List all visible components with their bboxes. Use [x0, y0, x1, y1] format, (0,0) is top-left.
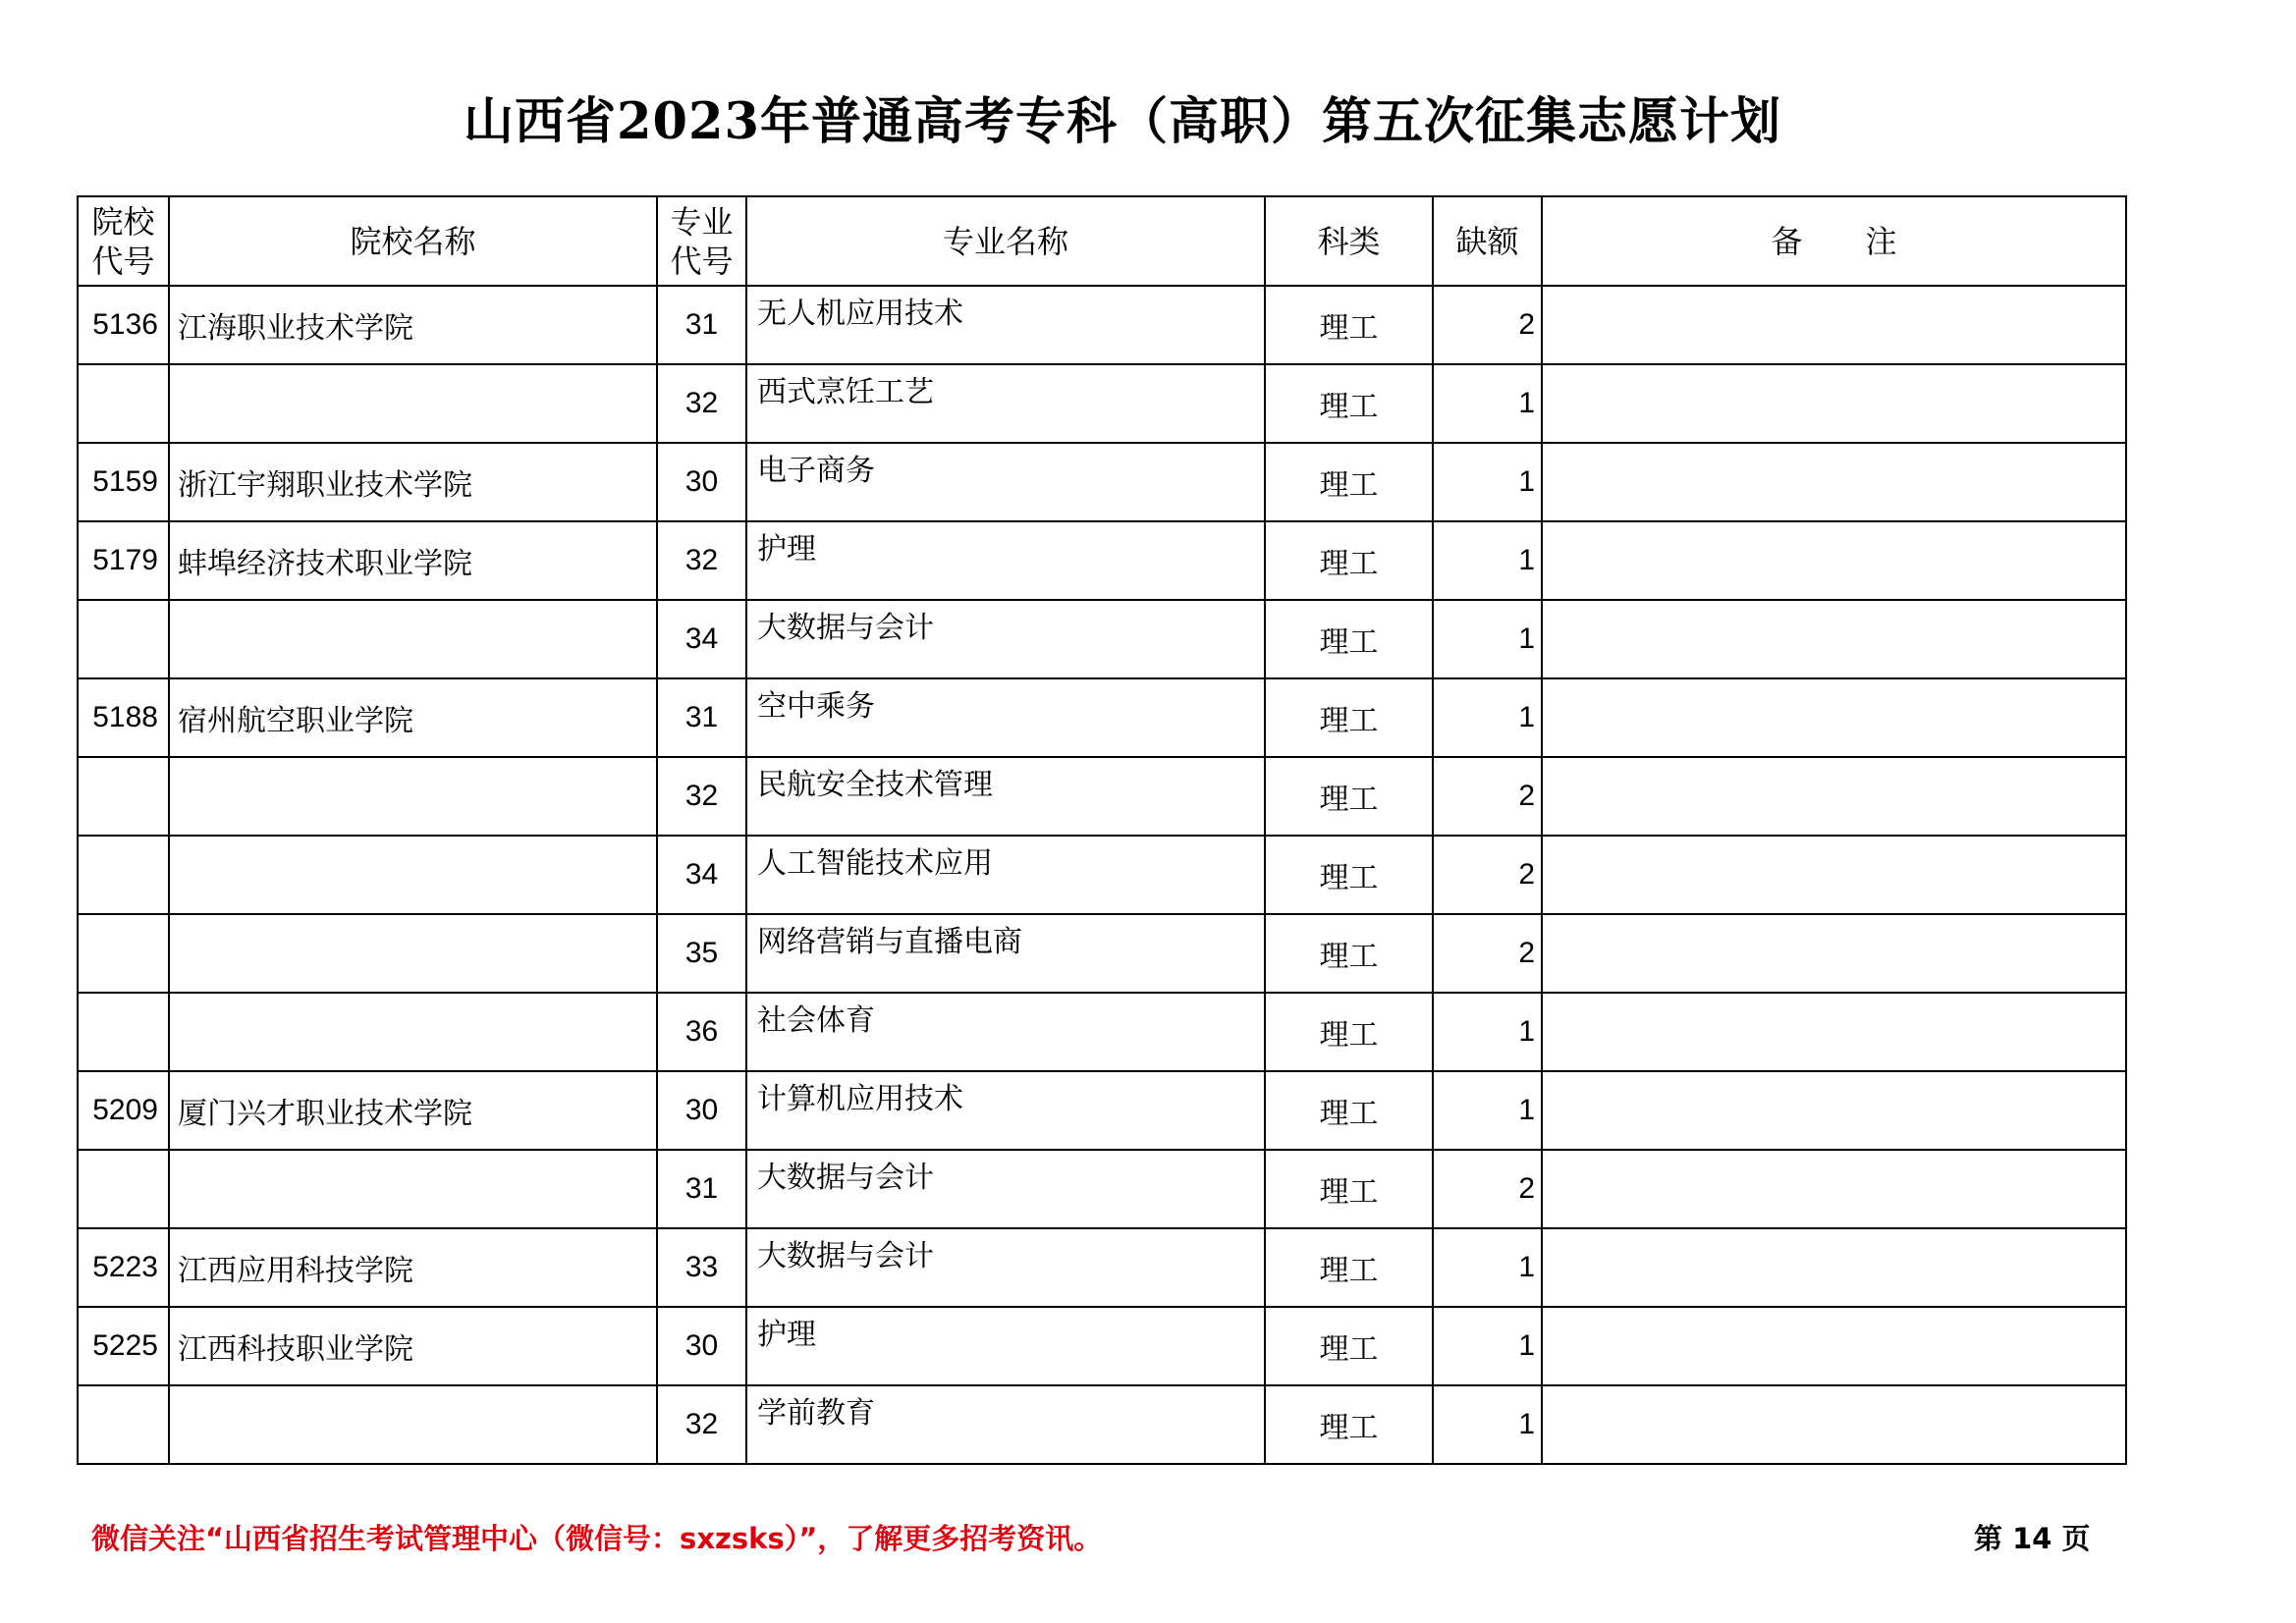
cell-major-name: 无人机应用技术	[746, 286, 1265, 364]
cell-category: 理工	[1265, 286, 1433, 364]
cell-category: 理工	[1265, 757, 1433, 836]
table-row	[78, 678, 2126, 757]
cell-note	[1542, 1150, 2126, 1228]
table-body	[78, 286, 2126, 1464]
cell-school-code	[78, 914, 169, 993]
header-school-code: 院校 代号	[78, 196, 169, 286]
cell-quota: 2	[1433, 914, 1542, 993]
cell-school-name	[169, 1150, 657, 1228]
cell-major-name: 计算机应用技术	[746, 1071, 1265, 1150]
cell-category: 理工	[1265, 443, 1433, 521]
cell-major-code: 30	[657, 1071, 746, 1150]
cell-note	[1542, 678, 2126, 757]
cell-major-code: 31	[657, 1150, 746, 1228]
header-category: 科类	[1265, 196, 1433, 286]
cell-school-name	[169, 364, 657, 443]
cell-note	[1542, 364, 2126, 443]
cell-quota: 2	[1433, 757, 1542, 836]
header-major-code: 专业 代号	[657, 196, 746, 286]
cell-major-code: 30	[657, 1307, 746, 1385]
table-row	[78, 757, 2126, 836]
cell-school-code: 5188	[78, 678, 169, 757]
cell-category: 理工	[1265, 1385, 1433, 1464]
cell-major-code: 33	[657, 1228, 746, 1307]
cell-major-name: 大数据与会计	[746, 1150, 1265, 1228]
cell-major-name: 电子商务	[746, 443, 1265, 521]
table-row	[78, 1228, 2126, 1307]
cell-school-name	[169, 914, 657, 993]
cell-major-name: 民航安全技术管理	[746, 757, 1265, 836]
cell-school-name	[169, 600, 657, 678]
table-header-row	[78, 196, 2126, 286]
cell-school-code: 5136	[78, 286, 169, 364]
cell-note	[1542, 914, 2126, 993]
cell-quota: 1	[1433, 1071, 1542, 1150]
cell-quota: 1	[1433, 1307, 1542, 1385]
cell-quota: 2	[1433, 836, 1542, 914]
cell-major-name: 大数据与会计	[746, 1228, 1265, 1307]
table-row	[78, 836, 2126, 914]
cell-category: 理工	[1265, 1228, 1433, 1307]
cell-major-name: 大数据与会计	[746, 600, 1265, 678]
cell-major-code: 32	[657, 521, 746, 600]
cell-major-code: 30	[657, 443, 746, 521]
page-title: 山西省2023年普通高考专科（高职）第五次征集志愿计划	[464, 92, 1781, 151]
cell-major-code: 34	[657, 600, 746, 678]
cell-note	[1542, 993, 2126, 1071]
cell-school-code: 5223	[78, 1228, 169, 1307]
cell-school-code: 5225	[78, 1307, 169, 1385]
table-row	[78, 600, 2126, 678]
table-row	[78, 521, 2126, 600]
cell-school-name: 江海职业技术学院	[169, 286, 657, 364]
cell-note	[1542, 836, 2126, 914]
cell-school-code	[78, 1385, 169, 1464]
cell-school-name: 蚌埠经济技术职业学院	[169, 521, 657, 600]
cell-note	[1542, 286, 2126, 364]
cell-major-name: 网络营销与直播电商	[746, 914, 1265, 993]
cell-major-code: 35	[657, 914, 746, 993]
cell-school-name	[169, 1385, 657, 1464]
page-number: 第 14 页	[1974, 1522, 2091, 1555]
table-row	[78, 286, 2126, 364]
table-row	[78, 993, 2126, 1071]
cell-quota: 1	[1433, 678, 1542, 757]
cell-category: 理工	[1265, 1307, 1433, 1385]
cell-school-code	[78, 364, 169, 443]
table-row	[78, 1385, 2126, 1464]
cell-major-code: 32	[657, 1385, 746, 1464]
table-row	[78, 364, 2126, 443]
cell-note	[1542, 1228, 2126, 1307]
header-quota: 缺额	[1433, 196, 1542, 286]
cell-major-name: 学前教育	[746, 1385, 1265, 1464]
cell-category: 理工	[1265, 1071, 1433, 1150]
cell-school-name: 江西应用科技学院	[169, 1228, 657, 1307]
cell-major-name: 社会体育	[746, 993, 1265, 1071]
header-note: 备 注	[1542, 196, 2126, 286]
cell-note	[1542, 600, 2126, 678]
table-row	[78, 914, 2126, 993]
cell-category: 理工	[1265, 993, 1433, 1071]
wechat-footer-note: 微信关注“山西省招生考试管理中心（微信号：sxzsks）”，了解更多招考资讯。	[91, 1522, 1103, 1555]
cell-school-code: 5209	[78, 1071, 169, 1150]
cell-school-name	[169, 993, 657, 1071]
table-row	[78, 443, 2126, 521]
cell-note	[1542, 1071, 2126, 1150]
cell-school-name: 宿州航空职业学院	[169, 678, 657, 757]
cell-category: 理工	[1265, 914, 1433, 993]
cell-school-name: 浙江宇翔职业技术学院	[169, 443, 657, 521]
cell-quota: 1	[1433, 1228, 1542, 1307]
cell-category: 理工	[1265, 521, 1433, 600]
cell-school-code: 5179	[78, 521, 169, 600]
cell-major-code: 32	[657, 364, 746, 443]
cell-category: 理工	[1265, 600, 1433, 678]
cell-major-code: 32	[657, 757, 746, 836]
cell-quota: 1	[1433, 993, 1542, 1071]
cell-school-code: 5159	[78, 443, 169, 521]
header-major-name: 专业名称	[746, 196, 1265, 286]
table-row	[78, 1150, 2126, 1228]
cell-school-code	[78, 757, 169, 836]
cell-major-code: 31	[657, 678, 746, 757]
cell-category: 理工	[1265, 678, 1433, 757]
cell-note	[1542, 757, 2126, 836]
cell-school-code	[78, 993, 169, 1071]
cell-school-code	[78, 836, 169, 914]
cell-category: 理工	[1265, 364, 1433, 443]
cell-quota: 2	[1433, 1150, 1542, 1228]
cell-quota: 2	[1433, 286, 1542, 364]
cell-quota: 1	[1433, 364, 1542, 443]
table-row	[78, 1307, 2126, 1385]
cell-school-name	[169, 757, 657, 836]
cell-school-name: 厦门兴才职业技术学院	[169, 1071, 657, 1150]
cell-major-name: 空中乘务	[746, 678, 1265, 757]
cell-quota: 1	[1433, 1385, 1542, 1464]
cell-quota: 1	[1433, 443, 1542, 521]
cell-major-code: 34	[657, 836, 746, 914]
cell-major-name: 护理	[746, 1307, 1265, 1385]
cell-category: 理工	[1265, 836, 1433, 914]
cell-major-code: 36	[657, 993, 746, 1071]
header-school-name: 院校名称	[169, 196, 657, 286]
cell-quota: 1	[1433, 600, 1542, 678]
cell-note	[1542, 1385, 2126, 1464]
enrollment-plan-table	[77, 195, 2127, 1465]
cell-school-name: 江西科技职业学院	[169, 1307, 657, 1385]
cell-major-name: 西式烹饪工艺	[746, 364, 1265, 443]
cell-major-name: 护理	[746, 521, 1265, 600]
cell-major-code: 31	[657, 286, 746, 364]
cell-major-name: 人工智能技术应用	[746, 836, 1265, 914]
cell-note	[1542, 443, 2126, 521]
cell-note	[1542, 521, 2126, 600]
cell-category: 理工	[1265, 1150, 1433, 1228]
cell-school-code	[78, 600, 169, 678]
cell-school-code	[78, 1150, 169, 1228]
cell-quota: 1	[1433, 521, 1542, 600]
cell-note	[1542, 1307, 2126, 1385]
cell-school-name	[169, 836, 657, 914]
table-row	[78, 1071, 2126, 1150]
